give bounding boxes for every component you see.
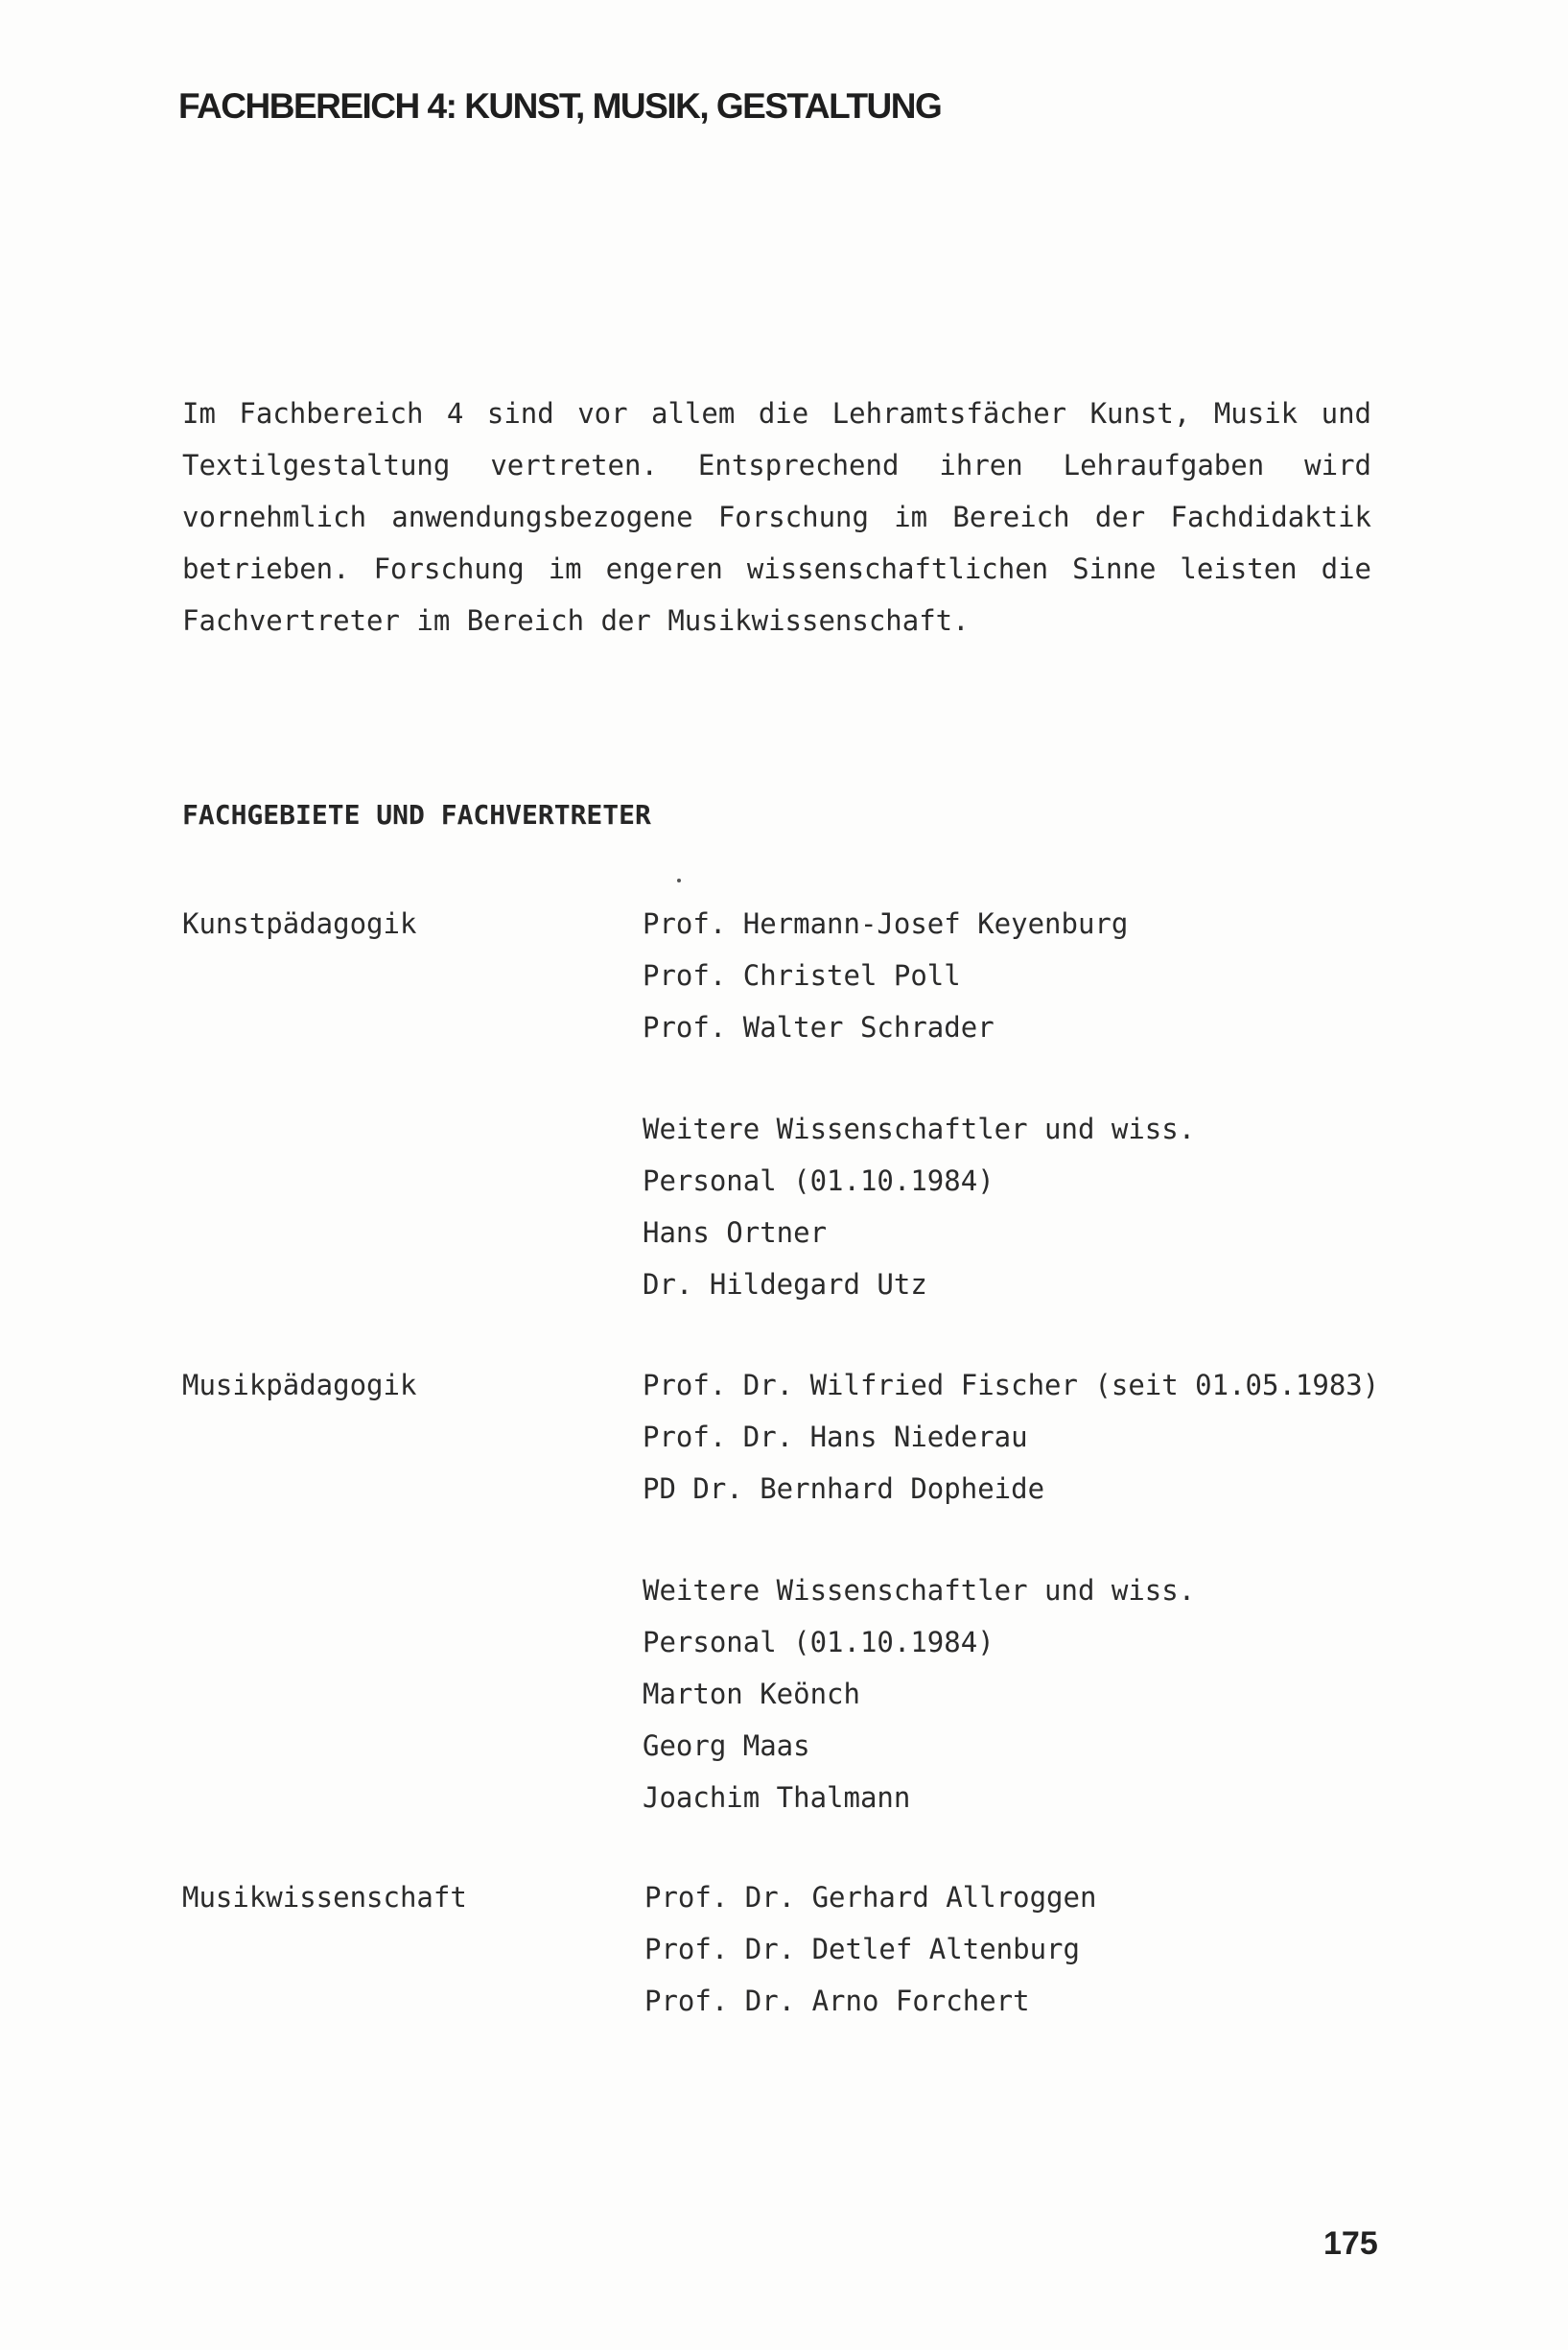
page-title: FACHBEREICH 4: KUNST, MUSIK, GESTALTUNG bbox=[178, 86, 942, 126]
intro-paragraph: Im Fachbereich 4 sind vor allem die Lehramtsfächer Kunst, Musik und Textilgestaltung vertreten. Entsprechend ihren Lehraufgaben wird vornehmlich anwendungsbezogene Forschung im Bereich der Fachdidaktik betrieben. Forschung im engeren wissenschaftlichen Sinne leisten die Fachvertreter im Bereich der Musikwissenschaft. bbox=[182, 397, 1371, 637]
person-line: Prof. Dr. Detlef Altenburg bbox=[644, 1933, 1080, 1965]
staff-heading-line: Personal (01.10.1984) bbox=[643, 1164, 995, 1197]
spacer bbox=[643, 1515, 1379, 1564]
field-label-kunstpaedagogik: Kunstpädagogik bbox=[182, 907, 417, 940]
staff-heading-line: Weitere Wissenschaftler und wiss. bbox=[643, 1574, 1196, 1607]
person-line: Marton Keönch bbox=[643, 1678, 860, 1710]
field-label-musikwissenschaft: Musikwissenschaft bbox=[182, 1881, 467, 1914]
person-line: Prof. Walter Schrader bbox=[643, 1011, 995, 1044]
person-line: Hans Ortner bbox=[643, 1216, 828, 1249]
person-line: Georg Maas bbox=[643, 1729, 810, 1762]
person-line: Prof. Dr. Wilfried Fischer (seit 01.05.1983) bbox=[643, 1369, 1380, 1401]
field-people-musikwissenschaft bbox=[644, 1871, 1096, 2027]
person-line: PD Dr. Bernhard Dopheide bbox=[643, 1472, 1045, 1505]
field-label-musikpaedagogik: Musikpädagogik bbox=[182, 1369, 417, 1401]
field-people-musikpaedagogik bbox=[643, 1359, 1379, 1823]
staff-heading-line: Personal (01.10.1984) bbox=[643, 1626, 995, 1658]
spacer bbox=[643, 1053, 1195, 1103]
person-line: Prof. Dr. Hans Niederau bbox=[643, 1421, 1028, 1453]
person-line: Dr. Hildegard Utz bbox=[643, 1268, 927, 1301]
staff-heading-line: Weitere Wissenschaftler und wiss. bbox=[643, 1113, 1196, 1145]
field-people-kunstpaedagogik bbox=[643, 898, 1195, 1310]
person-line: Prof. Dr. Gerhard Allroggen bbox=[644, 1881, 1097, 1914]
stray-dot bbox=[677, 879, 681, 882]
section-heading: FACHGEBIETE UND FACHVERTRETER bbox=[182, 799, 651, 831]
person-line: Prof. Christel Poll bbox=[643, 959, 961, 992]
person-line: Prof. Dr. Arno Forchert bbox=[644, 1985, 1030, 2017]
page-number: 175 bbox=[1323, 2225, 1378, 2262]
person-line: Joachim Thalmann bbox=[643, 1781, 911, 1814]
person-line: Prof. Hermann-Josef Keyenburg bbox=[643, 907, 1129, 940]
